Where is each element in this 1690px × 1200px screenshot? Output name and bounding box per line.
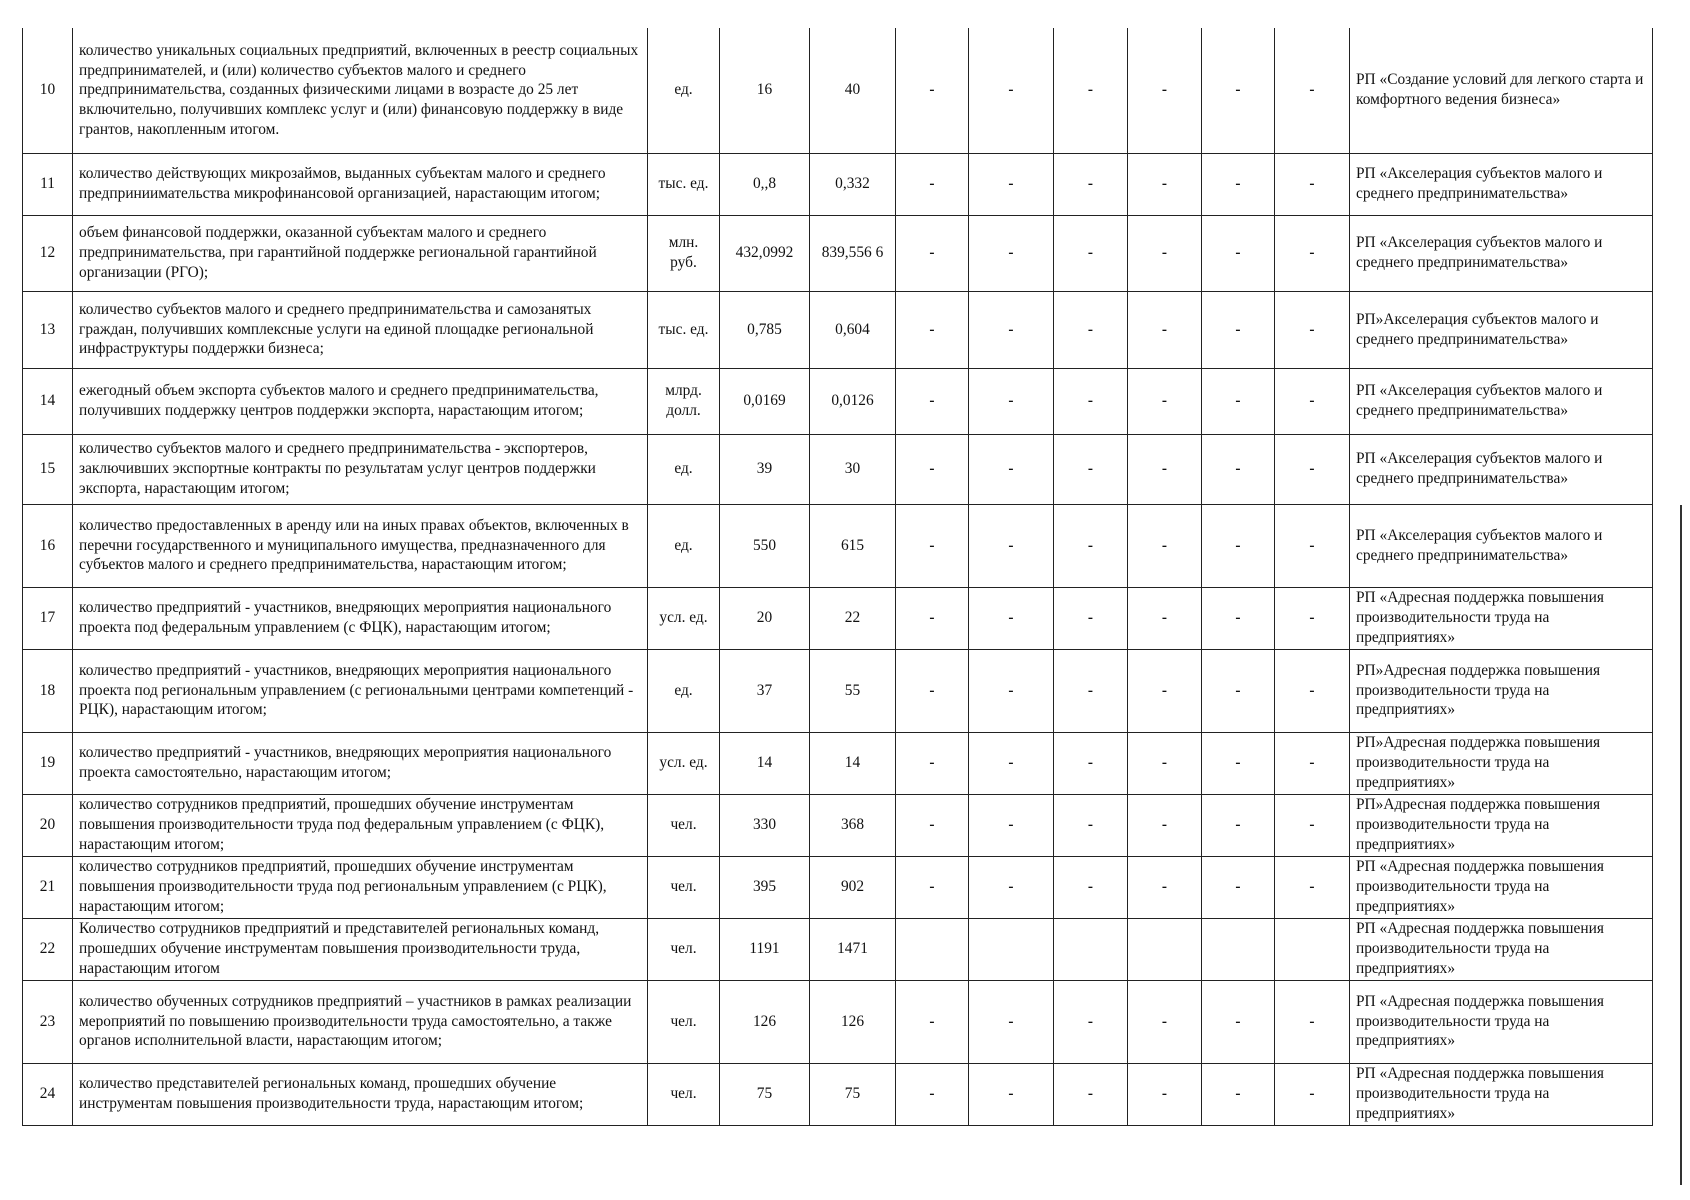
table-body xyxy=(23,28,1653,1125)
year-value-cell: - xyxy=(1128,649,1202,732)
base-value-cell: 75 xyxy=(720,1063,810,1125)
year-value-cell: - xyxy=(1275,28,1350,153)
target-value-cell: 368 xyxy=(810,794,896,856)
table-row xyxy=(23,856,1653,918)
target-value-cell: 22 xyxy=(810,587,896,649)
unit-cell: чел. xyxy=(648,1063,720,1125)
indicator-name-cell: количество предприятий - участников, внедряющих мероприятия национального проекта под региональным управлением (с региональными центрами компетенций - РЦК), нарастающим итогом; xyxy=(73,649,648,732)
year-value-cell: - xyxy=(896,856,969,918)
year-value-cell: - xyxy=(1202,649,1275,732)
year-value-cell: - xyxy=(1275,504,1350,587)
row-number-cell: 10 xyxy=(23,28,73,153)
target-value-cell: 40 xyxy=(810,28,896,153)
year-value-cell xyxy=(1275,918,1350,980)
table-row xyxy=(23,291,1653,368)
base-value-cell: 395 xyxy=(720,856,810,918)
year-value-cell: - xyxy=(1128,587,1202,649)
unit-cell: ед. xyxy=(648,649,720,732)
indicator-name-cell: объем финансовой поддержки, оказанной субъектам малого и среднего предпринимательства, при гарантийной поддержке региональной гарантийной организации (РГО); xyxy=(73,215,648,291)
year-value-cell: - xyxy=(1202,794,1275,856)
year-value-cell: - xyxy=(1275,434,1350,504)
target-value-cell: 75 xyxy=(810,1063,896,1125)
table-row xyxy=(23,794,1653,856)
target-value-cell: 1471 xyxy=(810,918,896,980)
indicator-name-cell: количество субъектов малого и среднего предпринимательства - экспортеров, заключивших экспортные контракты по результатам услуг центров поддержки экспорта, нарастающим итогом; xyxy=(73,434,648,504)
year-value-cell: - xyxy=(896,649,969,732)
row-number-cell: 21 xyxy=(23,856,73,918)
year-value-cell: - xyxy=(1054,794,1128,856)
indicator-name-cell: количество предоставленных в аренду или на иных правах объектов, включенных в перечни государственного и муниципального имущества, предназначенного для субъектов малого и среднего предпринимательства, нарастающим итогом; xyxy=(73,504,648,587)
year-value-cell xyxy=(969,918,1054,980)
target-value-cell: 902 xyxy=(810,856,896,918)
regional-project-cell: РП»Адресная поддержка повышения производительности труда на предприятиях» xyxy=(1350,649,1653,732)
indicators-table xyxy=(22,28,1653,1126)
target-value-cell: 126 xyxy=(810,980,896,1063)
year-value-cell: - xyxy=(1128,291,1202,368)
table-row xyxy=(23,434,1653,504)
regional-project-cell: РП «Акселерация субъектов малого и среднего предпринимательства» xyxy=(1350,215,1653,291)
base-value-cell: 39 xyxy=(720,434,810,504)
indicator-name-cell: количество обученных сотрудников предприятий – участников в рамках реализации мероприятий по повышению производительности труда самостоятельно, а также органов исполнительной власти, нарастающим итогом; xyxy=(73,980,648,1063)
table-row xyxy=(23,918,1653,980)
base-value-cell: 0,785 xyxy=(720,291,810,368)
row-number-cell: 14 xyxy=(23,368,73,434)
year-value-cell: - xyxy=(1202,980,1275,1063)
indicators-table-container xyxy=(22,28,1653,1126)
regional-project-cell: РП «Акселерация субъектов малого и среднего предпринимательства» xyxy=(1350,368,1653,434)
page-edge-line xyxy=(1680,505,1682,1185)
year-value-cell: - xyxy=(896,28,969,153)
base-value-cell: 20 xyxy=(720,587,810,649)
year-value-cell: - xyxy=(1202,1063,1275,1125)
table-row xyxy=(23,368,1653,434)
year-value-cell: - xyxy=(1275,980,1350,1063)
year-value-cell: - xyxy=(1275,291,1350,368)
table-row xyxy=(23,215,1653,291)
row-number-cell: 13 xyxy=(23,291,73,368)
year-value-cell: - xyxy=(1275,368,1350,434)
unit-cell: тыс. ед. xyxy=(648,153,720,215)
regional-project-cell: РП «Адресная поддержка повышения производительности труда на предприятиях» xyxy=(1350,918,1653,980)
base-value-cell: 126 xyxy=(720,980,810,1063)
regional-project-cell: РП»Акселерация субъектов малого и среднего предпринимательства» xyxy=(1350,291,1653,368)
target-value-cell: 55 xyxy=(810,649,896,732)
year-value-cell: - xyxy=(896,1063,969,1125)
indicator-name-cell: Количество сотрудников предприятий и представителей региональных команд, прошедших обучение инструментам повышения производительности труда, нарастающим итогом xyxy=(73,918,648,980)
year-value-cell: - xyxy=(896,980,969,1063)
year-value-cell: - xyxy=(1128,368,1202,434)
base-value-cell: 330 xyxy=(720,794,810,856)
regional-project-cell: РП «Акселерация субъектов малого и среднего предпринимательства» xyxy=(1350,434,1653,504)
table-row xyxy=(23,980,1653,1063)
year-value-cell: - xyxy=(969,587,1054,649)
year-value-cell: - xyxy=(896,215,969,291)
table-row xyxy=(23,732,1653,794)
year-value-cell: - xyxy=(969,856,1054,918)
year-value-cell: - xyxy=(1202,215,1275,291)
regional-project-cell: РП «Акселерация субъектов малого и среднего предпринимательства» xyxy=(1350,153,1653,215)
regional-project-cell: РП»Адресная поддержка повышения производительности труда на предприятиях» xyxy=(1350,732,1653,794)
year-value-cell: - xyxy=(969,28,1054,153)
year-value-cell: - xyxy=(969,215,1054,291)
year-value-cell: - xyxy=(1202,434,1275,504)
row-number-cell: 23 xyxy=(23,980,73,1063)
unit-cell: чел. xyxy=(648,794,720,856)
year-value-cell: - xyxy=(1054,28,1128,153)
target-value-cell: 30 xyxy=(810,434,896,504)
year-value-cell: - xyxy=(969,153,1054,215)
row-number-cell: 12 xyxy=(23,215,73,291)
year-value-cell: - xyxy=(1128,504,1202,587)
table-row xyxy=(23,28,1653,153)
regional-project-cell: РП «Адресная поддержка повышения производительности труда на предприятиях» xyxy=(1350,1063,1653,1125)
year-value-cell: - xyxy=(896,368,969,434)
year-value-cell: - xyxy=(1054,1063,1128,1125)
year-value-cell: - xyxy=(896,504,969,587)
year-value-cell: - xyxy=(1275,794,1350,856)
year-value-cell: - xyxy=(1054,153,1128,215)
year-value-cell: - xyxy=(1202,504,1275,587)
indicator-name-cell: количество предприятий - участников, внедряющих мероприятия национального проекта самостоятельно, нарастающим итогом; xyxy=(73,732,648,794)
unit-cell: млрд. долл. xyxy=(648,368,720,434)
row-number-cell: 20 xyxy=(23,794,73,856)
row-number-cell: 22 xyxy=(23,918,73,980)
year-value-cell: - xyxy=(1128,434,1202,504)
year-value-cell: - xyxy=(1128,856,1202,918)
year-value-cell: - xyxy=(969,368,1054,434)
row-number-cell: 17 xyxy=(23,587,73,649)
indicator-name-cell: количество уникальных социальных предприятий, включенных в реестр социальных предпринимателей, и (или) количество субъектов малого и среднего предпринимательства, созданных физическими лицами в возрасте до 25 лет включительно, получивших комплекс услуг и (или) финансовую поддержку в виде грантов, накопленным итогом. xyxy=(73,28,648,153)
base-value-cell: 1191 xyxy=(720,918,810,980)
year-value-cell: - xyxy=(1128,215,1202,291)
year-value-cell: - xyxy=(1128,28,1202,153)
year-value-cell: - xyxy=(1054,291,1128,368)
year-value-cell: - xyxy=(969,980,1054,1063)
indicator-name-cell: количество сотрудников предприятий, прошедших обучение инструментам повышения производительности труда под федеральным управлением (с ФЦК), нарастающим итогом; xyxy=(73,794,648,856)
indicator-name-cell: ежегодный объем экспорта субъектов малого и среднего предпринимательства, получивших поддержку центров поддержки экспорта, нарастающим итогом; xyxy=(73,368,648,434)
unit-cell: тыс. ед. xyxy=(648,291,720,368)
year-value-cell: - xyxy=(969,1063,1054,1125)
year-value-cell: - xyxy=(1202,153,1275,215)
year-value-cell: - xyxy=(969,794,1054,856)
row-number-cell: 11 xyxy=(23,153,73,215)
year-value-cell xyxy=(1054,918,1128,980)
year-value-cell: - xyxy=(969,291,1054,368)
year-value-cell: - xyxy=(896,794,969,856)
year-value-cell: - xyxy=(1275,856,1350,918)
year-value-cell xyxy=(1128,918,1202,980)
unit-cell: усл. ед. xyxy=(648,732,720,794)
year-value-cell: - xyxy=(969,649,1054,732)
unit-cell: усл. ед. xyxy=(648,587,720,649)
table-row xyxy=(23,1063,1653,1125)
regional-project-cell: РП «Адресная поддержка повышения производительности труда на предприятиях» xyxy=(1350,587,1653,649)
target-value-cell: 0,332 xyxy=(810,153,896,215)
base-value-cell: 14 xyxy=(720,732,810,794)
target-value-cell: 839,556 6 xyxy=(810,215,896,291)
base-value-cell: 16 xyxy=(720,28,810,153)
year-value-cell: - xyxy=(1275,1063,1350,1125)
year-value-cell: - xyxy=(1054,368,1128,434)
year-value-cell: - xyxy=(1275,587,1350,649)
year-value-cell: - xyxy=(1128,1063,1202,1125)
year-value-cell xyxy=(896,918,969,980)
year-value-cell: - xyxy=(1128,794,1202,856)
base-value-cell: 0,,8 xyxy=(720,153,810,215)
table-row xyxy=(23,153,1653,215)
regional-project-cell: РП «Адресная поддержка повышения производительности труда на предприятиях» xyxy=(1350,980,1653,1063)
year-value-cell: - xyxy=(1275,215,1350,291)
year-value-cell: - xyxy=(1202,368,1275,434)
unit-cell: ед. xyxy=(648,28,720,153)
year-value-cell: - xyxy=(969,434,1054,504)
regional-project-cell: РП «Акселерация субъектов малого и среднего предпринимательства» xyxy=(1350,504,1653,587)
row-number-cell: 15 xyxy=(23,434,73,504)
year-value-cell: - xyxy=(1054,732,1128,794)
regional-project-cell: РП»Адресная поддержка повышения производительности труда на предприятиях» xyxy=(1350,794,1653,856)
table-row xyxy=(23,504,1653,587)
base-value-cell: 550 xyxy=(720,504,810,587)
table-row xyxy=(23,649,1653,732)
base-value-cell: 37 xyxy=(720,649,810,732)
base-value-cell: 432,0992 xyxy=(720,215,810,291)
year-value-cell: - xyxy=(1128,153,1202,215)
year-value-cell: - xyxy=(1054,649,1128,732)
unit-cell: чел. xyxy=(648,856,720,918)
indicator-name-cell: количество представителей региональных команд, прошедших обучение инструментам повышения производительности труда, нарастающим итогом; xyxy=(73,1063,648,1125)
row-number-cell: 18 xyxy=(23,649,73,732)
year-value-cell: - xyxy=(1275,153,1350,215)
year-value-cell: - xyxy=(1054,215,1128,291)
year-value-cell: - xyxy=(1054,587,1128,649)
indicator-name-cell: количество действующих микрозаймов, выданных субъектам малого и среднего предприниимательства микрофинансовой организацией, нарастающим итогом; xyxy=(73,153,648,215)
unit-cell: чел. xyxy=(648,918,720,980)
year-value-cell: - xyxy=(1054,434,1128,504)
unit-cell: ед. xyxy=(648,434,720,504)
year-value-cell: - xyxy=(1202,291,1275,368)
year-value-cell: - xyxy=(1054,980,1128,1063)
indicator-name-cell: количество предприятий - участников, внедряющих мероприятия национального проекта под федеральным управлением (с ФЦК), нарастающим итогом; xyxy=(73,587,648,649)
indicator-name-cell: количество субъектов малого и среднего предпринимательства и самозанятых граждан, получивших комплексные услуги на единой площадке региональной инфраструктуры поддержки бизнеса; xyxy=(73,291,648,368)
year-value-cell: - xyxy=(969,504,1054,587)
regional-project-cell: РП «Адресная поддержка повышения производительности труда на предприятиях» xyxy=(1350,856,1653,918)
year-value-cell: - xyxy=(1054,856,1128,918)
year-value-cell: - xyxy=(1202,587,1275,649)
year-value-cell: - xyxy=(896,153,969,215)
row-number-cell: 19 xyxy=(23,732,73,794)
year-value-cell: - xyxy=(1202,732,1275,794)
base-value-cell: 0,0169 xyxy=(720,368,810,434)
regional-project-cell: РП «Создание условий для легкого старта и комфортного ведения бизнеса» xyxy=(1350,28,1653,153)
year-value-cell: - xyxy=(1275,732,1350,794)
year-value-cell: - xyxy=(896,587,969,649)
year-value-cell xyxy=(1202,918,1275,980)
year-value-cell: - xyxy=(896,732,969,794)
year-value-cell: - xyxy=(896,434,969,504)
row-number-cell: 24 xyxy=(23,1063,73,1125)
year-value-cell: - xyxy=(1054,504,1128,587)
unit-cell: ед. xyxy=(648,504,720,587)
year-value-cell: - xyxy=(1202,28,1275,153)
indicator-name-cell: количество сотрудников предприятий, прошедших обучение инструментам повышения производительности труда под региональным управлением (с РЦК), нарастающим итогом; xyxy=(73,856,648,918)
year-value-cell: - xyxy=(969,732,1054,794)
target-value-cell: 14 xyxy=(810,732,896,794)
year-value-cell: - xyxy=(896,291,969,368)
target-value-cell: 0,0126 xyxy=(810,368,896,434)
row-number-cell: 16 xyxy=(23,504,73,587)
year-value-cell: - xyxy=(1128,732,1202,794)
year-value-cell: - xyxy=(1202,856,1275,918)
year-value-cell: - xyxy=(1128,980,1202,1063)
table-row xyxy=(23,587,1653,649)
unit-cell: млн. руб. xyxy=(648,215,720,291)
unit-cell: чел. xyxy=(648,980,720,1063)
target-value-cell: 0,604 xyxy=(810,291,896,368)
target-value-cell: 615 xyxy=(810,504,896,587)
year-value-cell: - xyxy=(1275,649,1350,732)
